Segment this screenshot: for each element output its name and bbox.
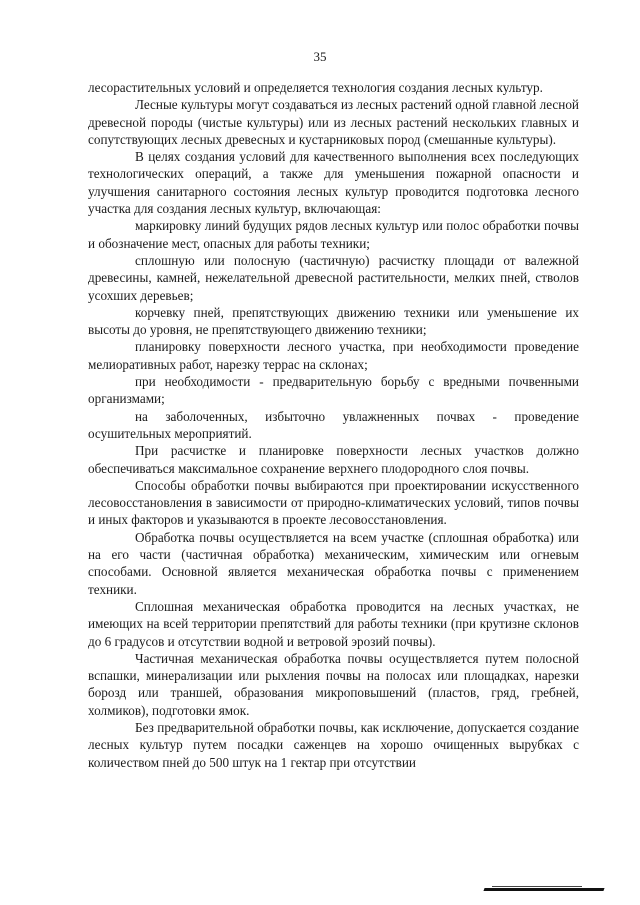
paragraph-no-processing: Без предварительной обработки почвы, как исключение, допускается создание лесных культур путем посадки саженцев на хорошо очищенных вырубках с количеством пней до 500 штук на 1 гектар при отсутствии xyxy=(88,719,579,770)
footer-divider-thin xyxy=(492,886,582,887)
paragraph-solid-processing: Сплошная механическая обработка проводится на лесных участках, не имеющих на всей территории препятствий для работы техники (при крутизне склонов до 6 градусов и отсутствии водной и ветровой эрозий почвы). xyxy=(88,598,579,649)
page-number: 35 xyxy=(313,49,327,64)
paragraph-3: В целях создания условий для качественного выполнения всех последующих технологических операций, а также для уменьшения пожарной опасности и улучшения санитарного состояния лесных культур проводится подготовка лесного участка для создания лесных культур, включающая: xyxy=(88,149,579,217)
list-item-pest-control: при необходимости - предварительную борьбу с вредными почвенными организмами; xyxy=(88,374,579,407)
list-item-marking: маркировку линий будущих рядов лесных культур или полос обработки почвы и обозначение мест, опасных для работы техники; xyxy=(88,218,579,251)
paragraph-2: Лесные культуры могут создаваться из лесных растений одной главной лесной древесной породы (чистые культуры) или из лесных растений нескольких главных и сопутствующих лесных древесных и кустарниковых пород (смешанные культуры). xyxy=(88,97,579,147)
paragraph-1: лесорастительных условий и определяется технология создания лесных культур. xyxy=(88,80,543,95)
footer-divider xyxy=(483,888,604,891)
paragraph-processing: Обработка почвы осуществляется на всем участке (сплошная обработка) или на его части (частичная обработка) механическим, химическим или огневым способами. Основной является механическая обработка почвы с применением техники. xyxy=(88,529,579,597)
list-item-leveling: планировку поверхности лесного участка, при необходимости проведение мелиоративных работ, нарезку террас на склонах; xyxy=(88,339,579,372)
body-text xyxy=(88,79,579,771)
list-item-clearing: сплошную или полосную (частичную) расчистку площади от валежной древесины, камней, нежелательной древесной растительности, мелких пней, стволов усохших деревьев; xyxy=(88,252,579,303)
paragraph-topsoil: При расчистке и планировке поверхности лесных участков должно обеспечиваться максимальное сохранение верхнего плодородного слоя почвы. xyxy=(88,443,579,476)
paragraph-methods: Способы обработки почвы выбираются при проектировании искусственного лесовосстановления в зависимости от природно-климатических условий, типов почвы и иных факторов и указываются в проекте лесовосстановления. xyxy=(88,477,579,528)
list-item-stumping: корчевку пней, препятствующих движению техники или уменьшение их высоты до уровня, не препятствующего движению техники; xyxy=(88,304,579,338)
paragraph-partial-processing: Частичная механическая обработка почвы осуществляется путем полосной вспашки, минерализации или рыхления почвы на полосах или площадках, нарезки борозд или траншей, образования микроповышений (пластов, гряд, гребней, холмиков), подготовки ямок. xyxy=(88,650,579,718)
list-item-drainage: на заболоченных, избыточно увлажненных почвах - проведение осушительных мероприятий. xyxy=(88,408,579,441)
